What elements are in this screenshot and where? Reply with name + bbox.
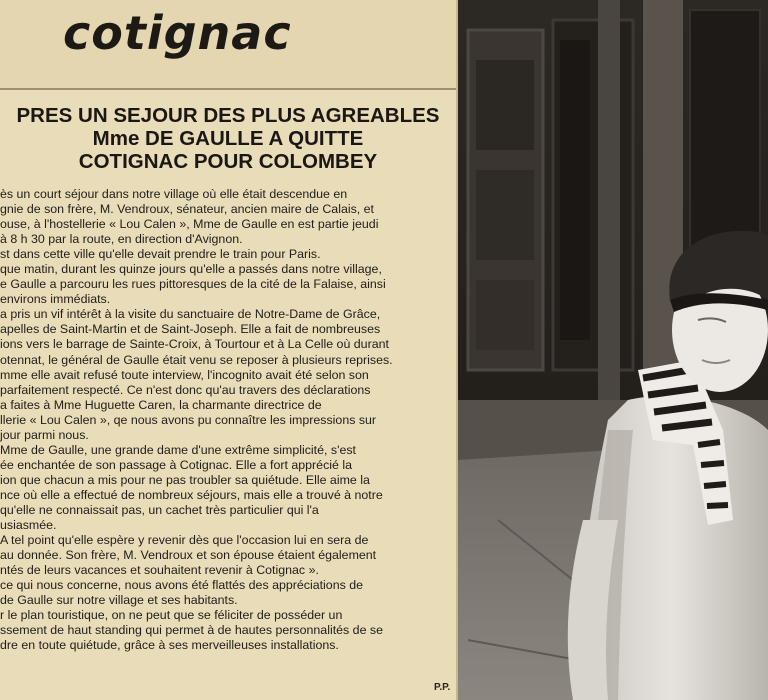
body-line: llerie « Lou Calen », qe nous avons pu connaître les impressions sur: [0, 412, 377, 427]
photograph-illustration: [458, 0, 768, 700]
headline-line: PRES UN SEJOUR DES PLUS AGREABLES: [16, 104, 440, 127]
body-line: ntés de leurs vacances et souhaitent revenir à Cotignac ».: [0, 563, 319, 578]
headline-line: Mme DE GAULLE A QUITTE: [92, 127, 364, 150]
body-line: dre en toute quiétude, grâce à ses merveilleuses installations.: [0, 638, 339, 653]
body-line: ions vers le barrage de Sainte-Croix, à Tourtour et à La Celle où durant: [0, 337, 389, 352]
body-line: parfaitement respecté. Ce n'est donc qu'au travers des déclarations: [0, 382, 371, 397]
body-line: à 8 h 30 par la route, en direction d'Avignon.: [0, 232, 243, 247]
body-line: ée enchantée de son passage à Cotignac. Elle a fort apprécié la: [0, 457, 352, 472]
body-line: A tel point qu'elle espère y revenir dès que l'occasion lui en sera de: [0, 533, 369, 548]
body-line: otennat, le général de Gaulle était venu se reposer à plusieurs reprises.: [0, 352, 393, 367]
body-line: ion que chacun a mis pour ne pas troubler sa quiétude. Elle aime la: [0, 472, 370, 487]
body-line: mme elle avait refusé toute interview, l'incognito avait été selon son: [0, 367, 369, 382]
body-line: qu'elle ne connaissait pas, un cachet très particulier qui l'a: [0, 502, 319, 517]
author-signature: P.P.: [434, 682, 451, 693]
street-photograph: [458, 0, 768, 700]
body-line: e Gaulle a parcouru les rues pittoresques de la cité de la Falaise, ainsi: [0, 277, 386, 292]
body-line: Mme de Gaulle, une grande dame d'une extrême simplicité, s'est: [0, 442, 356, 457]
body-line: au donnée. Son frère, M. Vendroux et son épouse étaient également: [0, 548, 377, 563]
body-line: ssement de haut standing qui permet à de hautes personnalités de se: [0, 623, 383, 638]
article-headline: [0, 104, 456, 173]
article-body: [0, 187, 458, 653]
masthead-title: cotignac: [63, 6, 292, 60]
body-line: ce qui nous concerne, nous avons été flattés des appréciations de: [0, 578, 364, 593]
body-line: ès un court séjour dans notre village où elle était descendue en: [0, 187, 348, 201]
body-line: r le plan touristique, on ne peut que se féliciter de posséder un: [0, 608, 343, 623]
body-line: st dans cette ville qu'elle devait prendre le train pour Paris.: [0, 247, 321, 262]
body-line: usiasmée.: [0, 518, 57, 533]
body-line: a pris un vif intérêt à la visite du sanctuaire de Notre-Dame de Grâce,: [0, 307, 381, 322]
masthead-band: [0, 0, 456, 90]
body-line: nce où elle a effectué de nombreux séjours, mais elle a trouvé à notre: [0, 487, 383, 502]
body-line: a faites à Mme Huguette Caren, la charmante directrice de: [0, 397, 322, 412]
body-line: gnie de son frère, M. Vendroux, sénateur, ancien maire de Calais, et: [0, 202, 374, 217]
body-line: apelles de Saint-Martin et de Saint-Joseph. Elle a fait de nombreuses: [0, 322, 381, 337]
body-line: environs immédiats.: [0, 292, 111, 307]
body-line: ouse, à l'hostellerie « Lou Calen », Mme de Gaulle en est partie jeudi: [0, 217, 379, 232]
body-line: que matin, durant les quinze jours qu'elle a passés dans notre village,: [0, 262, 382, 277]
headline-line: COTIGNAC POUR COLOMBEY: [78, 150, 378, 173]
body-line: de Gaulle sur notre village et ses habitants.: [0, 593, 238, 608]
body-line: jour parmi nous.: [0, 427, 89, 442]
